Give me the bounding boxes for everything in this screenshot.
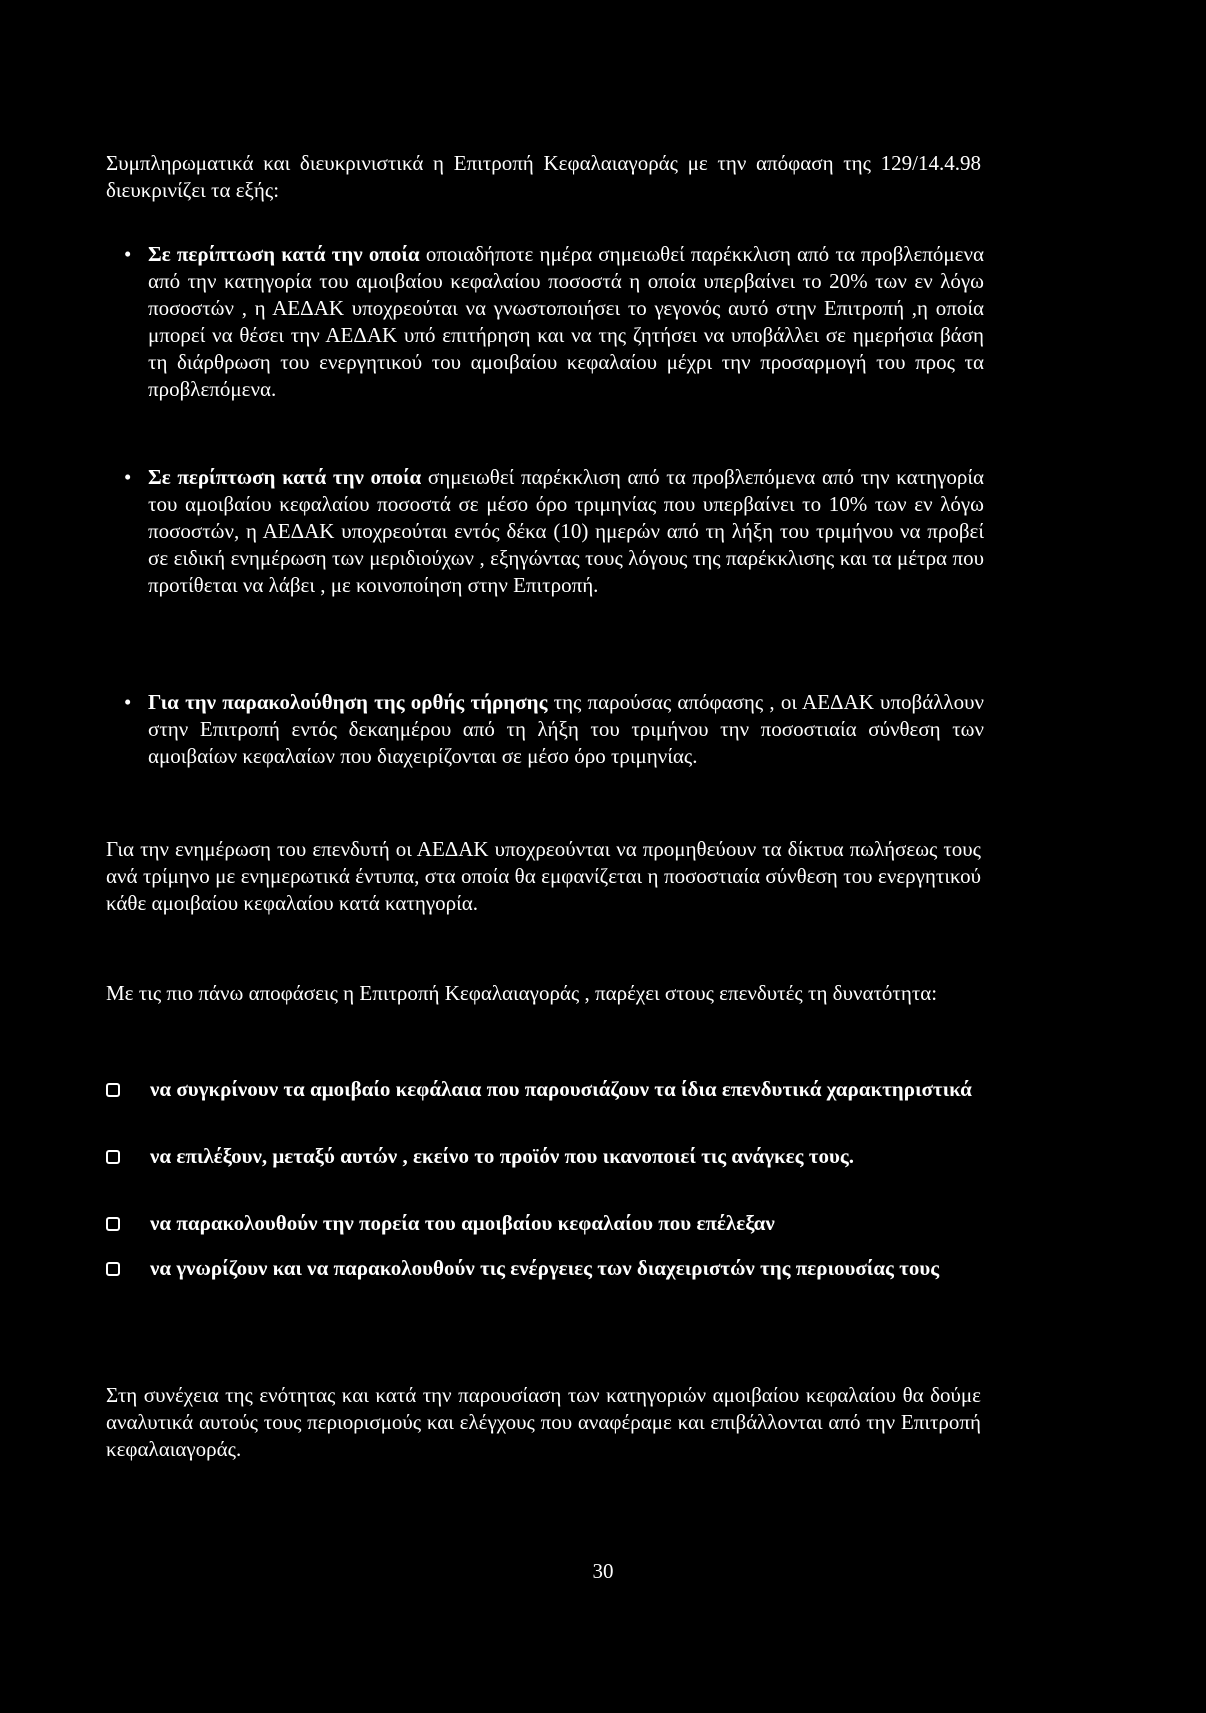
checklist-text-3: να παρακολουθούν την πορεία του αμοιβαίου κεφαλαίου που επέλεξαν: [150, 1211, 775, 1235]
investor-info-paragraph: Για την ενημέρωση του επενδυτή οι ΑΕΔΑΚ υποχρεούνται να προμηθεύουν τα δίκτυα πωλήσεως τους ανά τρίμηνο με ενημερωτικά έντυπα, στα οποία θα εμφανίζεται η ποσοστιαία σύνθεση του ενεργητικού κάθε αμοιβαίου κεφαλαίου κατά κατηγορία.: [106, 837, 981, 915]
decisions-paragraph: Με τις πιο πάνω αποφάσεις η Επιτροπή Κεφαλαιαγοράς , παρέχει στους επενδυτές τη δυνατότητα:: [106, 981, 938, 1005]
closing-paragraph: Στη συνέχεια της ενότητας και κατά την παρουσίαση των κατηγοριών αμοιβαίου κεφαλαίου θα δούμε αναλυτικά αυτούς τους περιορισμούς και ελέγχους που αναφέραμε και επιβάλλονται από την Επιτροπή κεφαλαιαγοράς.: [106, 1383, 981, 1461]
bullet-lead-1: Σε περίπτωση κατά την οποία: [148, 242, 420, 266]
page-number: 30: [592, 1559, 614, 1583]
bullet-dot-icon: •: [124, 242, 132, 266]
checklist-text-1: να συγκρίνουν τα αμοιβαίο κεφάλαια που παρουσιάζουν τα ίδια επενδυτικά χαρακτηριστικά: [150, 1077, 972, 1101]
intro-paragraph: Συμπληρωματικά και διευκρινιστικά η Επιτροπή Κεφαλαιαγοράς με την απόφαση της 129/14.4.98 διευκρινίζει τα εξής:: [106, 151, 981, 202]
checklist-item-2: [106, 1143, 981, 1170]
checkbox-icon: [106, 1262, 120, 1276]
checkbox-icon: [106, 1217, 120, 1231]
bullet-dot-icon: •: [124, 465, 132, 489]
bullet-text-2: [148, 464, 984, 599]
checkbox-icon: [106, 1150, 120, 1164]
bullet-body-2: σημειωθεί παρέκκλιση από τα προβλεπόμενα από την κατηγορία του αμοιβαίου κεφαλαίου ποσοστά σε μέσο όρο τριμηνίας που υπερβαίνει το 10% των εν λόγω ποσοστών, η ΑΕΔΑΚ υποχρεούται εντός δέκα (10) ημερών από τη λήξη του τριμήνου να προβεί σε ειδική ενημέρωση των μεριδιούχων , εξηγώντας τους λόγους της παρέκκλισης και τα μέτρα που προτίθεται να λάβει , με κοινοποίηση στην Επιτροπή.: [148, 465, 984, 597]
bullet-dot-icon: •: [124, 690, 132, 714]
bullet-body-3: της παρούσας απόφασης , οι ΑΕΔΑΚ υποβάλλουν στην Επιτροπή εντός δεκαημέρου από τη λήξη του τριμήνου την ποσοστιαία σύνθεση των αμοιβαίων κεφαλαίων που διαχειρίζονται σε μέσο όρο τριμηνίας.: [148, 690, 984, 768]
checklist-item-4: [106, 1255, 981, 1282]
bullet-body-1: οποιαδήποτε ημέρα σημειωθεί παρέκκλιση από τα προβλεπόμενα από την κατηγορία του αμοιβαίου κεφαλαίου ποσοστά η οποία υπερβαίνει το 20% των εν λόγω ποσοστών , η ΑΕΔΑΚ υποχρεούται να γνωστοποιήσει το γεγονός αυτό στην Επιτροπή ,η οποία μπορεί να θέσει την ΑΕΔΑΚ υπό επιτήρηση και να της ζητήσει να υποβάλλει σε ημερήσια βάση τη διάρθρωση του ενεργητικού του αμοιβαίου κεφαλαίου μέχρι την προσαρμογή του προς τα προβλεπόμενα.: [148, 242, 984, 401]
bullet-item-3: [124, 689, 984, 770]
bullet-text-3: [148, 689, 984, 770]
bullet-text-1: [148, 241, 984, 403]
checklist-item-3: [106, 1210, 981, 1237]
checklist-text-4: να γνωρίζουν και να παρακολουθούν τις ενέργειες των διαχειριστών της περιουσίας τους: [150, 1256, 940, 1280]
bullet-item-1: [124, 241, 984, 403]
checklist-text-2: να επιλέξουν, μεταξύ αυτών , εκείνο το προϊόν που ικανοποιεί τις ανάγκες τους.: [150, 1144, 854, 1168]
bullet-lead-2: Σε περίπτωση κατά την οποία: [148, 465, 422, 489]
bullet-item-2: [124, 464, 984, 599]
bullet-lead-3: Για την παρακολούθηση της ορθής τήρησης: [148, 690, 548, 714]
checkbox-icon: [106, 1083, 120, 1097]
checklist-item-1: [106, 1076, 981, 1103]
